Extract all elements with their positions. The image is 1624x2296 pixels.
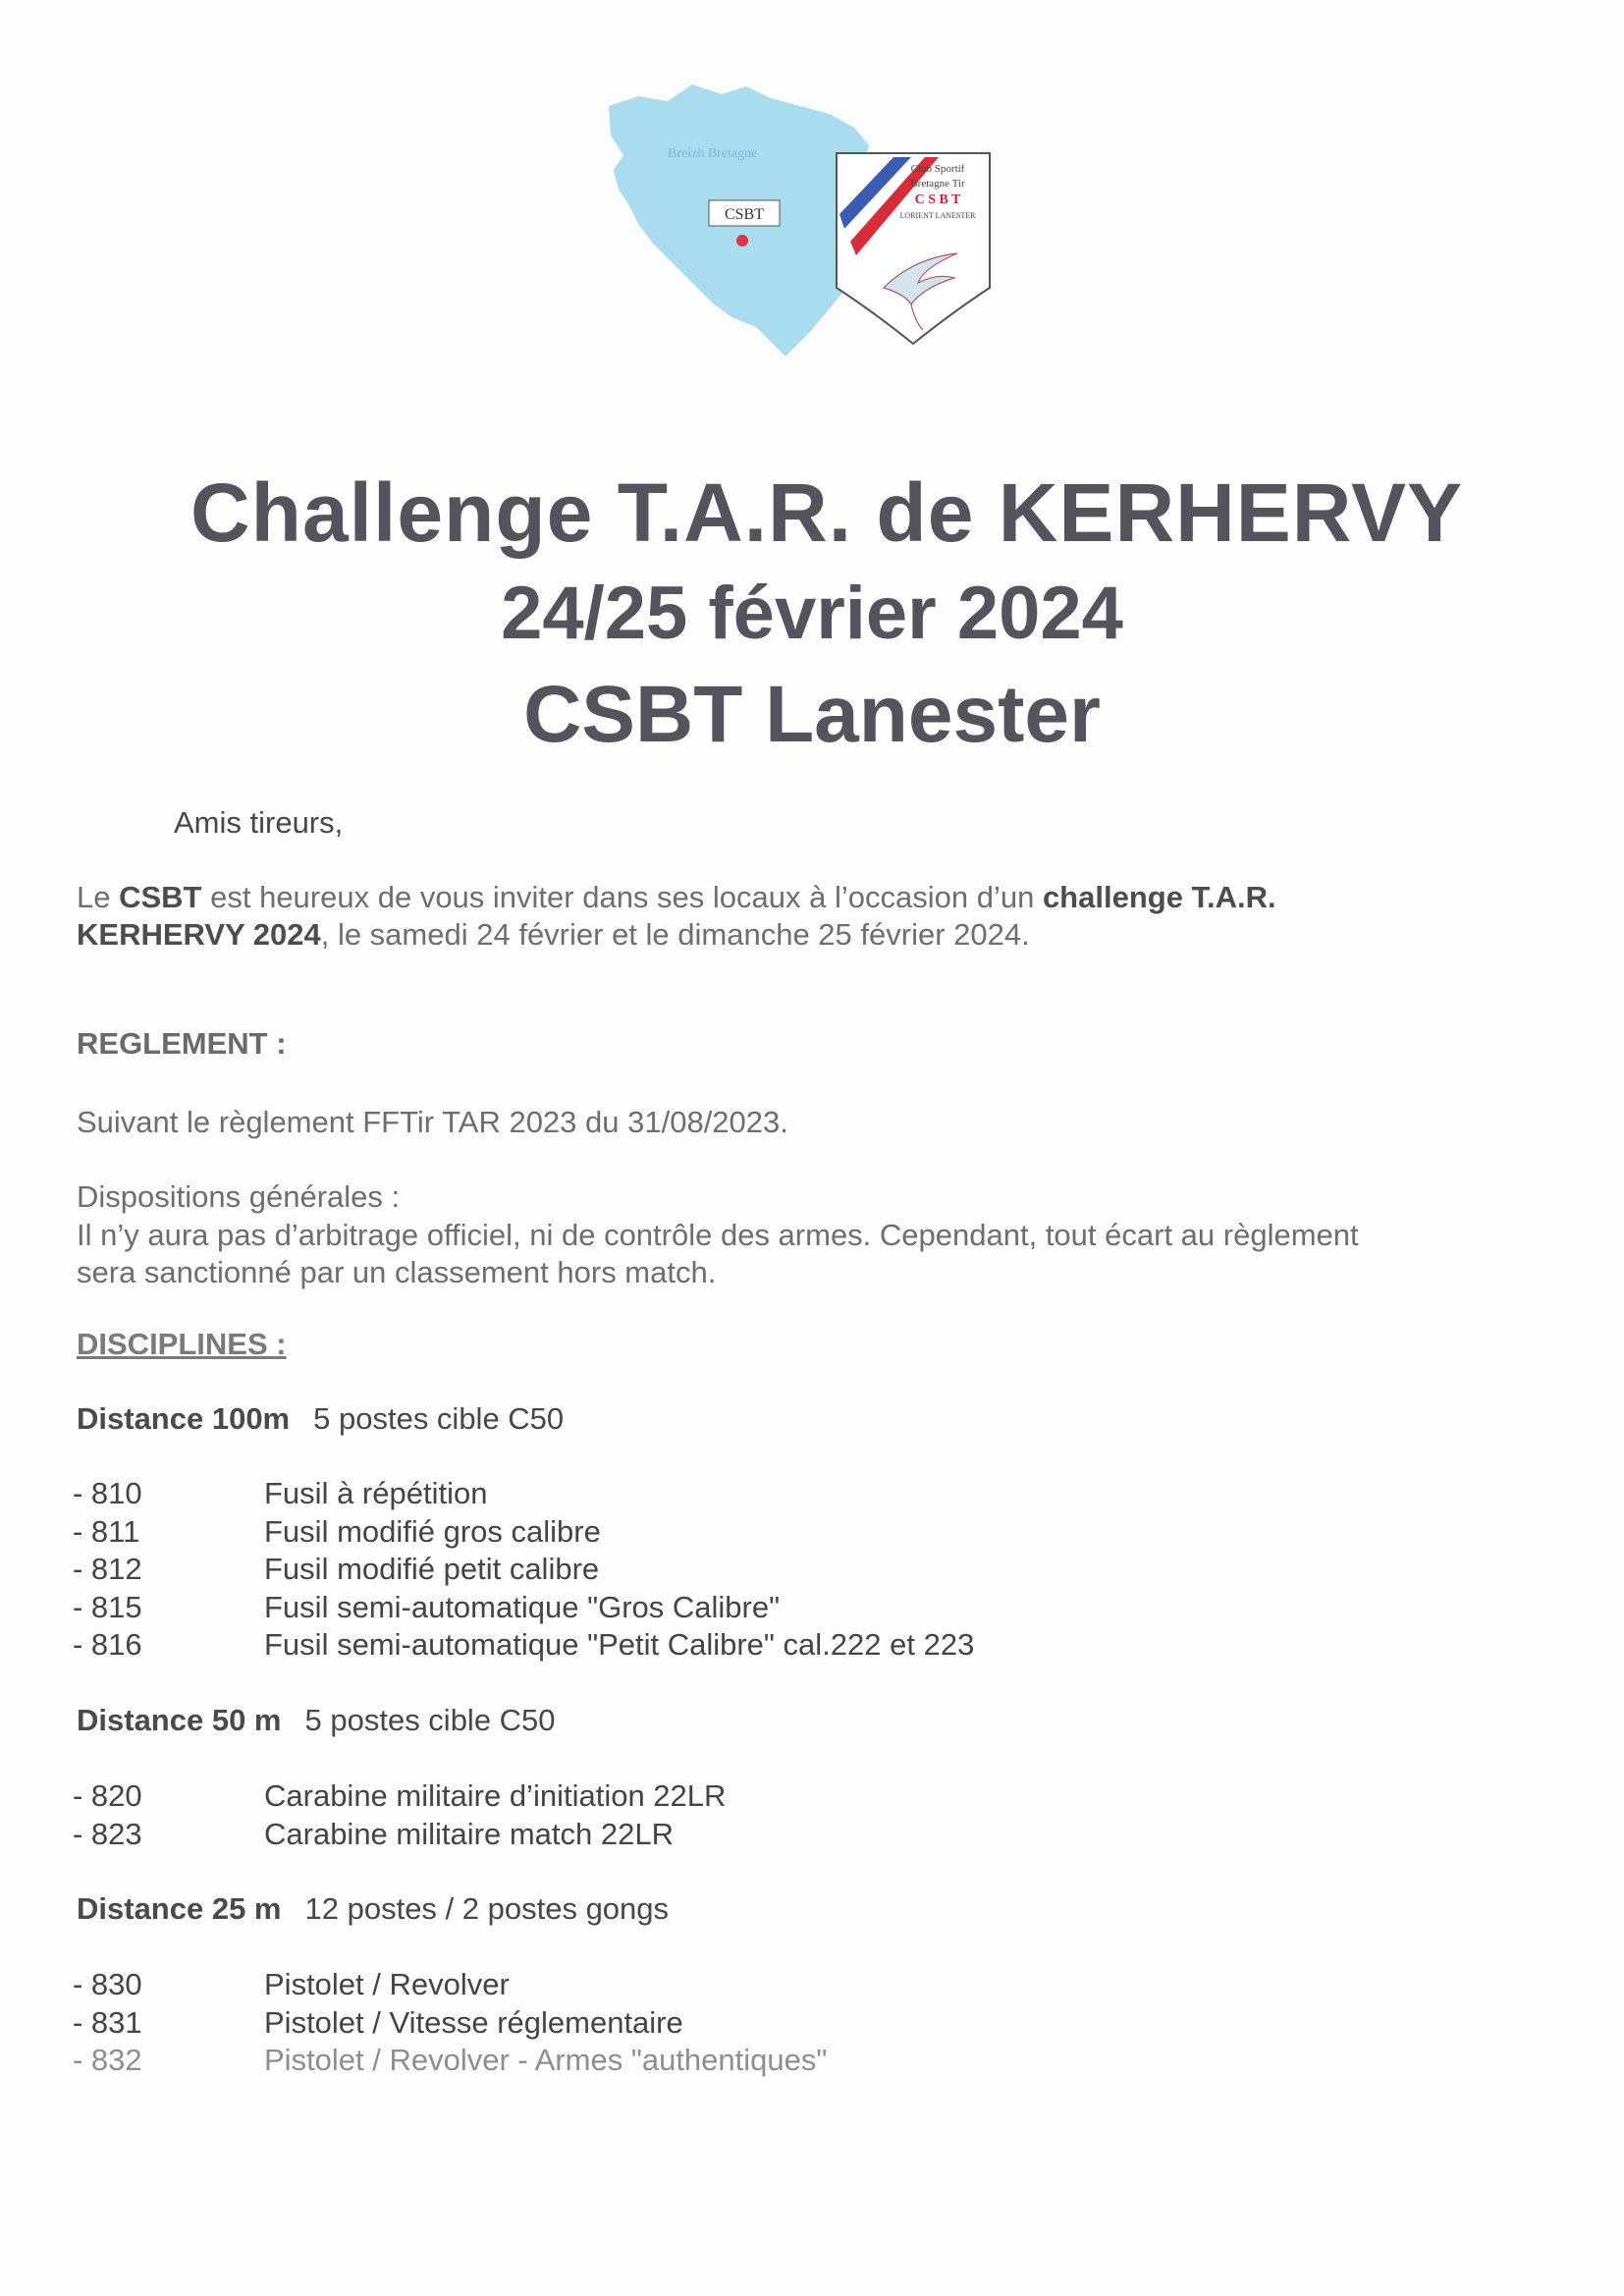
greeting: Amis tireurs, bbox=[174, 805, 344, 840]
discipline-name: Carabine militaire d’initiation 22LR bbox=[264, 1778, 727, 1813]
discipline-code: - 832 bbox=[73, 2043, 142, 2077]
intro-text-3: , le samedi 24 février et le dimanche 25 février 2024. bbox=[320, 917, 1030, 952]
intro-event-2: KERHERVY 2024 bbox=[77, 917, 321, 952]
discipline-name: Fusil à répétition bbox=[264, 1476, 488, 1510]
intro-paragraph bbox=[77, 879, 1451, 954]
distance-50m-heading bbox=[77, 1702, 556, 1739]
dispositions-line-1: Il n’y aura pas d’arbitrage officiel, ni de contrôle des armes. Cependant, tout écart au règlement bbox=[77, 1218, 1359, 1252]
discipline-name: Pistolet / Revolver bbox=[264, 1967, 510, 2001]
discipline-name: Pistolet / Revolver - Armes "authentiques" bbox=[264, 2043, 828, 2077]
list-item bbox=[73, 1589, 1349, 1627]
discipline-name: Carabine militaire match 22LR bbox=[264, 1816, 674, 1851]
distance-label: Distance 100m bbox=[77, 1401, 291, 1436]
distance-detail: 5 postes cible C50 bbox=[304, 1703, 556, 1737]
list-item bbox=[73, 1475, 1349, 1513]
disciplines-heading: DISCIPLINES : bbox=[77, 1327, 287, 1361]
map-caption: Breizh Bretagne bbox=[668, 146, 758, 161]
dispositions-title: Dispositions générales : bbox=[77, 1179, 401, 1214]
badge-line-3: C S B T bbox=[914, 192, 961, 207]
discipline-name: Fusil modifié petit calibre bbox=[264, 1552, 600, 1586]
distance-label: Distance 25 m bbox=[77, 1891, 282, 1926]
intro-line-1 bbox=[77, 879, 1451, 916]
reglement-heading: REGLEMENT : bbox=[77, 1026, 287, 1061]
list-item bbox=[73, 2042, 1349, 2080]
map-label: CSBT bbox=[724, 206, 765, 223]
discipline-code: - 810 bbox=[73, 1476, 142, 1510]
list-item bbox=[73, 2004, 1349, 2043]
dispositions-line-2: sera sanctionné par un classement hors match. bbox=[77, 1255, 717, 1289]
list-item bbox=[73, 1816, 1349, 1854]
discipline-name: Fusil semi-automatique "Gros Calibre" bbox=[264, 1589, 781, 1624]
discipline-code: - 812 bbox=[73, 1552, 142, 1586]
intro-event-1: challenge T.A.R. bbox=[1042, 880, 1276, 914]
title-line-2: 24/25 février 2024 bbox=[501, 572, 1123, 655]
list-item bbox=[73, 1513, 1349, 1552]
list-item bbox=[73, 1551, 1349, 1589]
intro-text-2: est heureux de vous inviter dans ses locaux à l’occasion d’un bbox=[201, 880, 1043, 914]
list-item bbox=[73, 1777, 1349, 1816]
distance-label: Distance 50 m bbox=[77, 1703, 282, 1737]
distance-detail: 5 postes cible C50 bbox=[313, 1401, 565, 1436]
discipline-code: - 811 bbox=[73, 1513, 140, 1549]
title-line-1: Challenge T.A.R. de KERHERVY bbox=[189, 466, 1464, 559]
distance-detail: 12 postes / 2 postes gongs bbox=[304, 1891, 670, 1926]
discipline-list-50m bbox=[73, 1777, 1349, 1853]
title-line-3: CSBT Lanester bbox=[523, 670, 1101, 759]
discipline-code: - 815 bbox=[73, 1589, 142, 1624]
distance-100m-heading bbox=[77, 1400, 564, 1438]
distance-25m-heading bbox=[77, 1890, 669, 1928]
intro-line-2 bbox=[77, 916, 1451, 954]
discipline-name: Fusil semi-automatique "Petit Calibre" cal.222 et 223 bbox=[264, 1627, 975, 1662]
discipline-code: - 830 bbox=[73, 1967, 142, 2001]
discipline-list-25m bbox=[73, 1966, 1349, 2080]
discipline-list-100m bbox=[73, 1475, 1349, 1665]
dispositions-text bbox=[77, 1217, 1549, 1291]
list-item bbox=[73, 1626, 1349, 1665]
csbt-logo bbox=[599, 77, 992, 371]
badge-line-4: LORIENT LANESTER bbox=[899, 211, 976, 220]
brittany-map-logo-icon bbox=[599, 77, 992, 371]
discipline-name: Pistolet / Vitesse réglementaire bbox=[264, 2004, 683, 2040]
list-item bbox=[73, 1966, 1349, 2004]
discipline-name: Fusil modifié gros calibre bbox=[264, 1513, 601, 1549]
badge-line-2: Bretagne Tir bbox=[910, 178, 965, 190]
event-title bbox=[0, 462, 1624, 766]
badge-line-1: Club Sportif bbox=[910, 163, 965, 175]
discipline-code: - 820 bbox=[73, 1778, 142, 1813]
discipline-code: - 831 bbox=[73, 2004, 142, 2040]
reglement-text: Suivant le règlement FFTir TAR 2023 du 31/08/2023. bbox=[77, 1105, 788, 1139]
discipline-code: - 823 bbox=[73, 1816, 142, 1851]
intro-text-1: Le bbox=[77, 880, 120, 914]
discipline-code: - 816 bbox=[73, 1627, 142, 1662]
intro-club: CSBT bbox=[119, 880, 202, 914]
location-dot-icon bbox=[736, 235, 748, 246]
